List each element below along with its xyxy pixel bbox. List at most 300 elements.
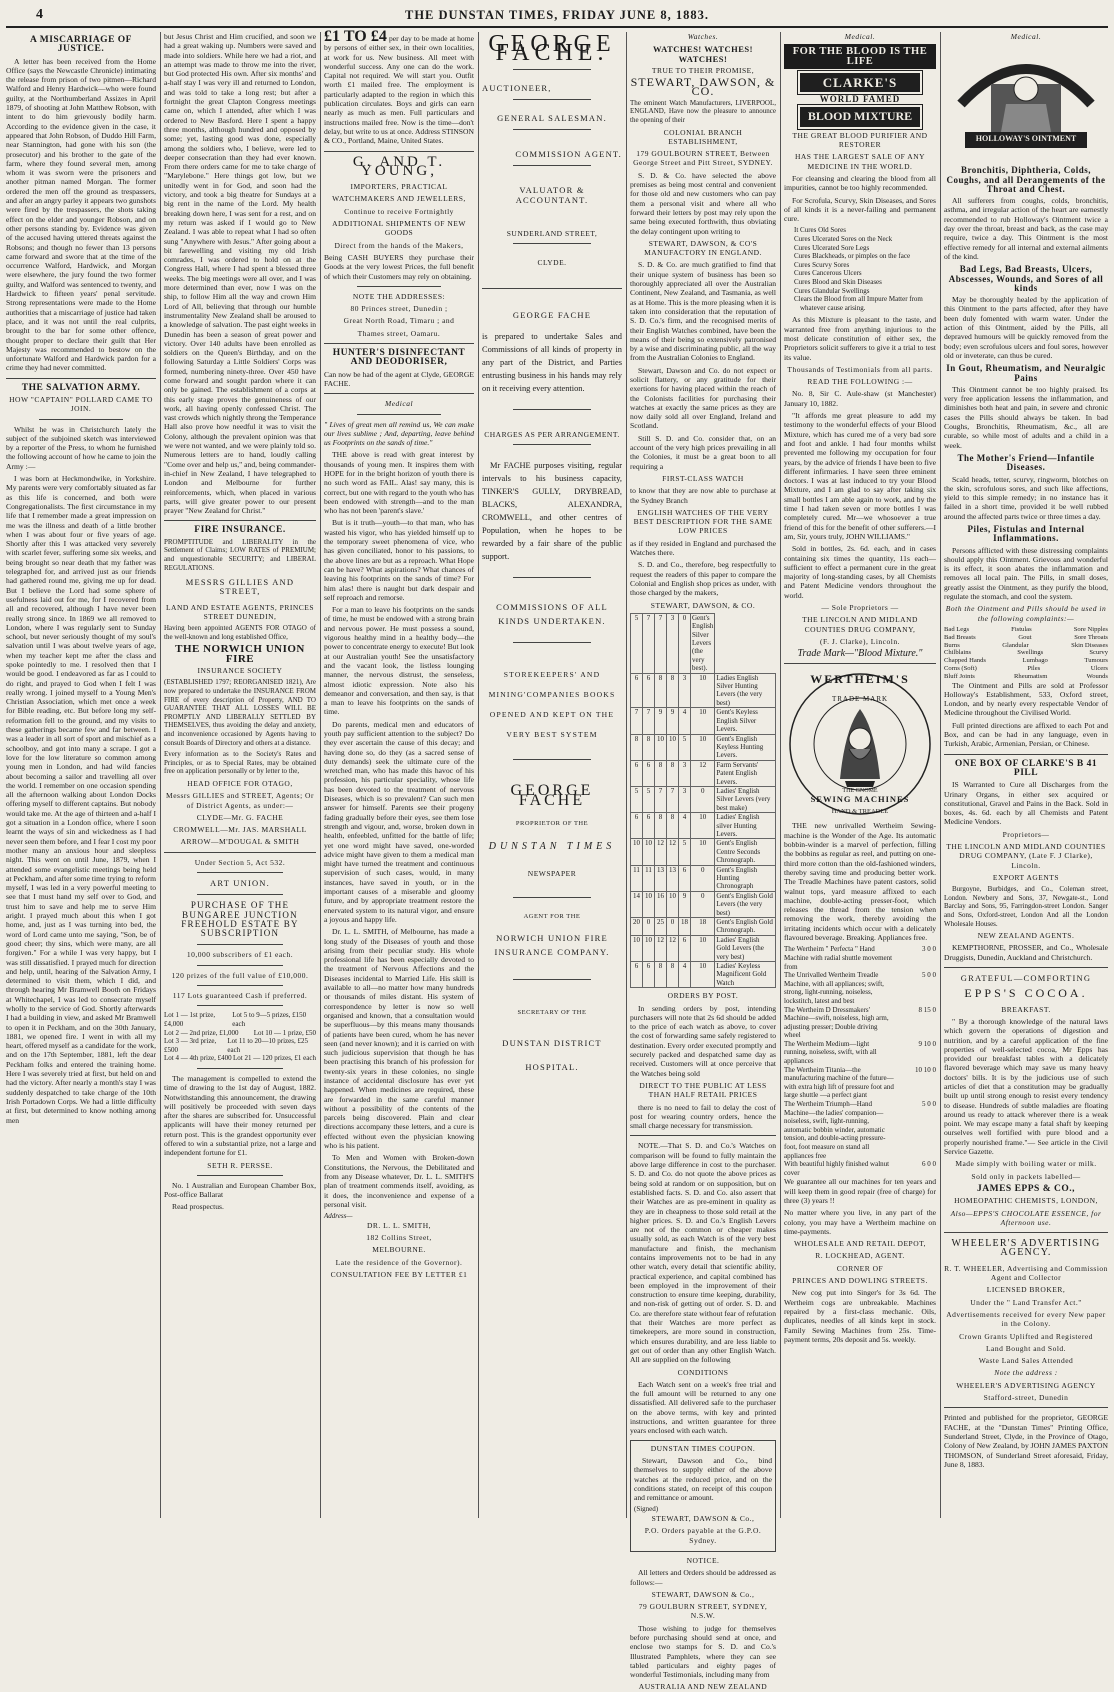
watches-header: Watches.: [687, 32, 719, 41]
lots: 117 Lots guaranteed Cash if preferred.: [172, 991, 308, 1001]
agent-clyde: CLYDE—Mr. G. FACHE: [196, 812, 284, 822]
role-commission: COMMISSION AGENT.: [515, 149, 622, 160]
table-row: [631, 708, 776, 734]
table-cell: 8: [655, 760, 667, 786]
table-cell: 4: [679, 962, 691, 988]
breakfast: BREAKFAST.: [1001, 1004, 1051, 1014]
pill-text: IS Warranted to Cure all Discharges from the Urinary Organs, in either sex acquired or constitutional, Gravel and Pains in the Back. Sold in boxes, 4s. 6d. each by all Chemists and Patent Medicine Vendors.: [944, 780, 1108, 827]
list-item: Cures Cancerous Ulcers: [794, 269, 862, 278]
young-addr3: Thames street, Oamaru.: [357, 328, 441, 338]
divider: [197, 1005, 282, 1006]
fache-name-3: GEORGE FACHE: [510, 782, 594, 809]
divider: [164, 520, 316, 521]
divider: [324, 343, 474, 344]
divider: [324, 151, 474, 152]
smith-text-6: To Men and Women with Broken-down Constitutions, the Nervous, the Debilitated and from any Disease whatever, Dr. L. L. SMITH'S plan of treatment commends itself, avoiding, as it does, the inconvenience and expense of a personal visit.: [324, 1153, 474, 1209]
wertheim-machines: SEWING MACHINES: [810, 794, 910, 805]
smith-text-2: But is it truth—youth—to that man, who has wasted his vigor, who has yielded himself up to the temporary sweet phenomena of vice, who has given conciliated, honor to his passions, to the above lines are but as a reproach. What Hope can be have? What aspirations? What chances of leaving his footprints on the sands of time? For him alas! there is naught but dark despair and self reproach and remorse.: [324, 518, 474, 602]
note-address: Note the address :: [994, 1368, 1058, 1378]
table-cell: 12: [655, 935, 667, 961]
divider: [39, 419, 123, 420]
divider: [513, 759, 591, 760]
motto: TRUE TO THEIR PROMISE,: [651, 65, 755, 75]
table-cell: 10: [691, 673, 715, 708]
prize-row: Lot 3 — 3rd prize, £500 Lot 11 to 20—10 prizes, £25 each: [164, 1037, 308, 1054]
norwich-agency: NORWICH UNION FIRE INSURANCE COMPANY.: [494, 933, 610, 958]
table-cell-description: Ladies' Keyless Magnificent Gold Watch: [715, 962, 776, 988]
table-row: Bad Legs Fistulas Sore Nipples: [944, 625, 1108, 633]
brand-blood-mixture: BLOOD MIXTURE: [800, 107, 920, 126]
made: Made simply with boiling water or milk.: [955, 1159, 1097, 1169]
holloway-emblem: [951, 44, 1101, 162]
table-cell: 12: [667, 839, 679, 865]
table-cell: 6: [679, 935, 691, 961]
table-cell: 10: [691, 962, 715, 988]
divider: [944, 1232, 1108, 1233]
cures-list: [794, 226, 936, 312]
money-amount: £1 TO £4: [324, 28, 387, 45]
divider: [513, 129, 591, 130]
secretary: SECRETARY OF THE: [517, 1009, 587, 1017]
article-heading-justice: A MISCARRIAGE OF JUSTICE.: [30, 35, 132, 55]
fire-firm: MESSRS GILLIES AND STREET,: [185, 577, 295, 597]
table-cell: 3: [667, 613, 679, 673]
list-item: Clears the Blood from all Impure Matter from whatever cause arising.: [794, 295, 923, 312]
norwich-text2: Every information as to the Society's Rates and Principles, or as to Special Rates, may be obtained free on application personally or by letter to the,: [164, 750, 316, 776]
list-item: Cures Ulcerated Sores on the Neck: [794, 235, 893, 244]
head-office: HEAD OFFICE FOR OTAGO,: [187, 778, 293, 788]
table-cell: 12: [691, 760, 715, 786]
watch-text-5: to know that they are now able to purchase at the Sydney Branch: [630, 486, 776, 505]
sold: Sold only in packets labelled—: [971, 1171, 1081, 1181]
table-row: Bad Breasts Gout Sore Throats: [944, 633, 1108, 641]
watches-banner: WATCHES! WATCHES! WATCHES!: [653, 44, 753, 64]
table-row: [631, 935, 776, 961]
sole-proprietors: — Sole Proprietors —: [821, 603, 899, 612]
table-cell: 10: [667, 891, 679, 917]
article-subheading: HOW "CAPTAIN" POLLARD CAME TO JOIN.: [9, 394, 153, 414]
table-cell: 5: [679, 734, 691, 760]
management-text: The management is compelled to extend the time of drawing to the 1st day of August, 1882. Notwithstanding this announcement, the drawing will positively be proceeded with seven days after the shares are subscribed for. Unsuccessful applicants will have their money returned per return post. This is the grandest opportunity ever offered to win a substantial prize, not a large and independent fortune for £1.: [164, 1073, 316, 1158]
holloway-crest-icon: [951, 44, 1101, 162]
watch-text-10: NOTE.—That S. D. and Co.'s Watches on comparison will be found to fully maintain the above large difference in cost to the purchaser. S. D. and Co. do not quote the above prices as being sold at random or on supposition, but on established facts. S. D. and Co. also assert that their Watches are as pre-eminent in quality as they are in cheapness to those sold retail at the higher prices. S. D. and Co.'s English Levers are not of the common or cheaper makes usually sold, as each Watch is of the very best manufacture and finish, the mechanism contains improvements not to be had in any other watch, every detail that scientific ability, practical experience, and capital combined has been employed in the improvement of their construction to ensure time keeping, durability, and non-risk of getting out of order. S. D. and Co. are therefore state without fear of refutation that their Watches are more perfect as timekeepers, are more sound in construction, which ensures durability, and are less liable to get out of order than any other English Watch. All are supplied on the following: [630, 1141, 776, 1365]
young-sub: IMPORTERS, PRACTICAL: [350, 182, 448, 192]
list-item: The Wertheim Titania—the manufacturing machine of the future—with extra high lift of pressure foot and large shuttle —a perfect giant 10 10 0: [784, 1065, 936, 1100]
prospectus: Read prospectus.: [172, 1202, 224, 1212]
divider: [513, 99, 591, 100]
dr-note: Late the residence of the Governor).: [335, 1257, 463, 1267]
prize-row: Lot 2 — 2nd prize, £1,000 Lot 10 — 1 prize, £50: [164, 1028, 316, 1037]
blood-title: THE GREAT BLOOD PURIFIER AND RESTORER: [792, 130, 928, 150]
grateful: GRATEFUL—COMFORTING: [960, 973, 1092, 984]
land: Land Bought and Sold.: [985, 1343, 1067, 1353]
charges: CHARGES AS PER ARRANGEMENT.: [484, 429, 620, 439]
table-cell: 13: [655, 865, 667, 891]
table-row: [631, 865, 776, 891]
watch-text-2: S. D. & Co. are much gratified to find that their unique system of business has been so thoroughly appreciated all over the Australian Continent, New Zealand, and Tasmania, as well as at Home. This is the more pleasing when it is taken into consideration that the reputation of S. D. Co.'s firm, and the recognised merits of their English Watches combined, have been the means of their being so extensively patronised by a wise and discriminating public, all the way from the Australian Colonies to England.: [630, 260, 776, 363]
table-cell: 8: [643, 734, 655, 760]
watch-text-9: there is no need to fail to delay the cost of post for wearing country orders, hence the small charge necessary for transmission.: [630, 1102, 776, 1131]
both-heading: Both the Ointment and Pills should be used in the following complaints:—: [945, 604, 1107, 623]
divider: [357, 286, 441, 287]
coupon-note: P.O. Orders payable at the G.P.O. Sydney.: [644, 1526, 762, 1545]
medical-header: Medical: [384, 399, 414, 409]
agent-for: AGENT FOR THE: [523, 912, 581, 920]
masthead: [6, 6, 1108, 28]
table-row: Corns (Soft) Piles Ulcers: [944, 664, 1108, 672]
fache-name-large: GEORGE FACHE.: [488, 31, 616, 67]
divider: [513, 642, 591, 643]
table-cell: 8: [667, 673, 679, 708]
fire-agents: Having been appointed AGENTS FOR OTAGO of the well-known and long established Office,: [164, 624, 316, 641]
table-cell: 6: [679, 865, 691, 891]
epps-text: " By a thorough knowledge of the natural laws which govern the operations of digestion and nutrition, and by a careful application of the fine properties of well-selected cocoa, Mr Epps has provided our breakfast tables with a delicately flavored beverage which may save us many heavy doctors' bills. It is by the judicious use of such articles of diet that a constitution may be gradually built up until strong enough to resist every tendency to disease. Hundreds of subtle maladies are floating around us ready to attack wherever there is a weak point. We may escape many a fatal shaft by keeping ourselves well fortified with pure blood and a properly nourished frame."— See article in the Civil Service Gazette.: [944, 1016, 1108, 1157]
table-cell: 7: [667, 786, 679, 812]
divider: [513, 243, 591, 244]
table-cell-description: Ladies' English Gold Levers (the very best): [715, 935, 776, 961]
young-trade: WATCHMAKERS AND JEWELLERS,: [332, 194, 466, 204]
young-text: Being CASH BUYERS they purchase their Goods at the very lowest Prices, the full benefit of which their Customers may rely on obtaining.: [324, 252, 474, 281]
address-label: Address—: [324, 1212, 353, 1221]
stewart-firm: STEWART, DAWSON, & CO.: [630, 75, 776, 99]
smith-text-4: Do parents, medical men and educators of youth pay sufficient attention to the subject? Do they ever ascertain the cause of this decay; and having done so, do they (as a sacred sense of duty demands) seek the ultimate cure of the wretched man, who has made this havoc of his profession, his particular speciality, whose life has been devoted to the treatment of nervous Diseases, which is so prevalent? Can such men answer for himself. Parents see their progeny fading gradually before their eyes, see them lose strength and vigour, and, worse, broken down in health, enfeebled, unfitted for the battle of life; yet one word might have saved, one-worded advice might have given to them a medical man might have turned the treatment and continuous supervision of such cases, would, in many instances, have saved in youth, or in the important causes of a miserable and gloomy future, and by appropriate treatment restore the enervated system to its natural vigor, and ensure a joyous and happy life.: [324, 719, 474, 924]
watch-text-3: Stewart, Dawson and Co. do not expect or solicit flattery, or any gratitude for their exertions for having placed within the reach of the Colonists facilities for purchasing their watches at exactly the same prices as they are now daily sold all over England, Ireland and Scotland.: [630, 365, 776, 431]
table-cell: 18: [691, 918, 715, 936]
epps-cocoa: EPPS'S COCOA.: [964, 986, 1088, 1001]
table-cell-description: Farm Servants' Patent English Levers.: [715, 760, 776, 786]
list-item: The Wertheim " Perfecta " Hand Machine with radial shuttle movement from 3 0 0: [784, 945, 936, 971]
divider: [197, 872, 282, 873]
epps-also: Also—EPPS'S CHOCOLATE ESSENCE, for Afternoon use.: [950, 1208, 1102, 1227]
table-row: [631, 760, 776, 786]
table-cell: 6: [631, 962, 643, 988]
licensed: LICENSED BROKER,: [986, 1285, 1066, 1295]
table-row: [631, 891, 776, 917]
conditions: CONDITIONS: [677, 1367, 729, 1377]
fire-firm-sub: LAND AND ESTATE AGENTS, PRINCES STREET DUNEDIN,: [165, 602, 315, 621]
holloway-text-2: May be thoroughly healed by the application of this Ointment to the parts affected, after they have been duly fomented with warm water. Under the action of this Ointment, aided by the Pills, all depraved humours will be quickly removed from the body; even scrofulous ulcers and foul sores, however old or inveterate, can thus be cured.: [944, 295, 1108, 360]
nz-text: KEMPTHORNE, PROSSER, and Co., Wholesale Druggists, Dunedin, Auckland and Christchurch.: [944, 943, 1108, 962]
agent-cromwell: CROMWELL—Mr. JAS. MARSHALL: [173, 825, 307, 835]
blood-title-2: HAS THE LARGEST SALE OF ANY MEDICINE IN THE WORLD.: [794, 152, 926, 171]
hunter-title: HUNTER'S DISINFECTANT AND DEODORISER,: [332, 348, 466, 368]
guarantee: We guarantee all our machines for ten years and will keep them in good repair (free of charge) for three (3) years !!: [784, 1177, 936, 1205]
table-cell: 9: [655, 708, 667, 734]
table-cell: 3: [679, 760, 691, 786]
complaints-table: [944, 626, 1108, 681]
table-cell: 5: [631, 786, 643, 812]
article-heading-salvation: THE SALVATION ARMY.: [21, 382, 141, 393]
article-salvation-text: I was born at Heckmondwike, in Yorkshire. My parents were very comfortably situated as far as this life is concerned, and both were Congregationalists. The first circumstance in my life that I remember made a great impression on me was the illness and death of a little brother when I was about four or five years of age. Shortly after this I was attacked very severely with scarlet fever, suffering some six weeks, and being brought so near death that my father was telegraphed for, and arrived just as our friends had gathered round me, giving me up for dead. But I believe the Lord had some sphere of usefulness laid out for me, for I recovered from all and recovered, although I have never been really strong since. In 1869 we all removed to London, where I was regularly sent to Sunday school, but never seriously thought of my soul's salvation until I was about twelve years of age, when my teacher kept me after the class and spoke pointedly to me. I resolved then that I would be good. I endeavored as far as I could to do right, and prayed to God when I felt I was really wrong. I joined myself to a Young Men's Christian Association, which met once a week for Bible reading, etc. But before long my self-reformation fell to the ground, and my visits to these gatherings became few and far between. I was a leader in all sort of sport and mischief as a schoolboy, and got into many a scrape. I got a love for the low literature so common among young men in London, and had wild fancies about becoming a sailor and travelling all over the world. I remember on one occasion spending all the afternoon walking about London Docks offering myself to different captains. But nobody would take me. At the age of thirteen and a-half I got a situation in a London office, where I soon learnt the ways of sin and wickedness as I had never seen them before, and I fear I cost my poor mother many an anxious hour and sleepless night. This went on until June, 1879, when I attended some evangelistic meetings being held at Peckham, and after some time trying to reform myself, I was led in a very powerful meeting to see that I must hand my self over to God, and trust him to save and help me to serve Him aright. I prayed much about this when I got home, and, just as I was turning into bed, the word of Lord came unto me saying, "Son, be of good cheer; thy sins, which were many, are all forgiven." For a while I was very happy, but I was still dissatisfied. I prayed much for direction and help, until, hearing of the Salvation Army, I determined to visit them, which I did, and through hearing Mr Bramwell Booth on Fridays at Whitechapel, I was led to consecrate myself wholly to the service of God. Shortly afterwards I had a building in view, and asked Mr Bramwell to open it in Peckham, and on the 30th January, 1881, we opened fire. I went in with all my heart, offered myself as a candidate for the work, and on the 17th September, 1881, left the dear Peckham folks and entered the training home. Here I was severely tried at first, but held on and had the victory. After nearly a month's stay I was suddenly despatched to take charge of the 10th Irish Portadown Corps. We had a little difficulty at first, but determined to know nothing among men: [6, 474, 156, 1125]
commissions: COMMISSIONS OF ALL KINDS UNDERTAKEN.: [496, 602, 608, 627]
machine-list: [784, 945, 936, 1177]
prize-row: Lot 1 — 1st prize, £4,000 Lot 5 to 9—5 prizes, £150 each: [164, 1011, 307, 1028]
company: THE LINCOLN AND MIDLAND COUNTIES DRUG COMPANY,: [802, 615, 918, 634]
table-row: Chapped Hands Lumbago Tumours: [944, 657, 1108, 665]
wheeler-heading: WHEELER'S ADVERTISING AGENCY.: [951, 1238, 1101, 1259]
young-ship: ADDITIONAL SHIPMENTS OF NEW GOODS: [332, 219, 466, 238]
young-direct: Direct from the hands of the Makers,: [334, 240, 464, 250]
table-cell: 7: [631, 708, 643, 734]
list-item: Cures Blackheads, or pimples on the face: [794, 252, 911, 261]
table-cell-description: Ladies' English Silver Levers (very best make): [715, 786, 776, 812]
table-head: STEWART, DAWSON, & CO.: [650, 600, 756, 610]
divider: [197, 944, 282, 945]
column-rule: [160, 32, 161, 1518]
holloway-heading-1: Bronchitis, Diphtheria, Colds, Coughs, and all Derangements of the Throat and Chest.: [946, 165, 1106, 194]
table-cell: 11: [631, 865, 643, 891]
divider: [513, 979, 591, 980]
table-cell: 20: [631, 918, 643, 936]
dr-city: MELBOURNE.: [372, 1245, 426, 1255]
smith-text-3: For a man to leave his footprints on the sands of time, he must be endowed with a strong brain and nervous power. He must possess a sound, vigorous healthy mind in a healthy body—the power to concentrate energy to execute! But look at our Australian youth! See the unsatisfactory and the vacant look, the listless lounging manner, the nervous distrust, the senseless, almost idiotic expression. Note also his demeanor and conversation, and then say, is that a man to leave his footprints on the sands of time.: [324, 605, 474, 717]
list-item: The Unrivalled Wertheim Treadle Machine, with all appliances; swift, strong, light-running, noiseless, lockstitch, latest and best 5 0 0: [784, 971, 936, 1005]
wheeler-address: WHEELER'S ADVERTISING AGENCY: [956, 1380, 1096, 1390]
table-cell-description: Ladies English Silver Hunting Levers (the very best): [715, 673, 776, 708]
pill-proprietors: Proprietors—: [1002, 829, 1050, 839]
medical-header: Medical.: [1010, 32, 1042, 41]
column-rule: [780, 32, 781, 1518]
notice-heading: NOTICE.: [686, 1555, 720, 1565]
table-row: Burns Glandular Skin Diseases: [944, 641, 1108, 649]
table-cell: 10: [643, 891, 655, 917]
watch-text-4: Still S. D. and Co. consider that, on an account of the very high prices prevailing in all the Colonies, it must be a great boon to all requiring a: [630, 433, 776, 471]
article-salvation-intro: Whilst he was in Christchurch lately the subject of the subjoined sketch was interviewed by a reporter of the Press, to whom he furnished the following account of how he came to join the Army :—: [6, 424, 156, 471]
young-note: NOTE THE ADDRESSES:: [352, 291, 446, 301]
table-cell: 0: [691, 865, 715, 891]
subscribers: 10,000 subscribers of £1 each.: [186, 950, 294, 960]
divider: [784, 663, 936, 664]
fache-name-2: GEORGE FACHE: [512, 309, 592, 320]
table-cell: 12: [655, 839, 667, 865]
orders-heading: ORDERS BY POST.: [667, 991, 739, 1001]
table-cell: 10: [643, 839, 655, 865]
divider: [944, 1407, 1108, 1408]
table-cell: 5: [679, 839, 691, 865]
english-watches: ENGLISH WATCHES OF THE VERY BEST DESCRIPTION FOR THE SAME LOW PRICES: [633, 507, 773, 536]
list-item: The Wertheim Triumph—Hand Machine—the ladies' companion—noiseless, swift, light-running, automatic bobbin winder, automatic tension, and double-acting pressure-foot, foot measure on stand all appliances free 5 0 0: [784, 1100, 936, 1160]
table-cell: 9: [679, 891, 691, 917]
coupon-text: Stewart, Dawson and Co., bind themselves to supply either of the above watches at the reduced price, and on the conditions stated, on receipt of this coupon and remittance or amount.: [634, 1455, 772, 1503]
table-cell: 10: [691, 839, 715, 865]
table-cell: 0: [679, 613, 691, 673]
table-cell: 0: [691, 891, 715, 917]
table-cell: 0: [667, 918, 679, 936]
coupon-firm: STEWART, DAWSON & Co.,: [651, 1514, 755, 1524]
signer: SETH R. PERSSE.: [207, 1160, 273, 1170]
divider: [482, 288, 622, 289]
pill-title: ONE BOX OF CLARKE'S B 41 PILL: [954, 758, 1098, 778]
divider: [197, 965, 282, 966]
wheeler-name: R. T. WHEELER, Advertising and Commission Agent and Collector: [944, 1263, 1108, 1283]
corner: CORNER OF: [836, 1263, 884, 1273]
epps-company: JAMES EPPS & CO.,: [977, 1183, 1075, 1194]
table-cell: 10: [643, 935, 655, 961]
table-cell: 10: [667, 734, 679, 760]
company-sub: (F. J. Clarke), Lincoln.: [820, 636, 900, 646]
blood-text-3: As this Mixture is pleasant to the taste, and warranted free from anything injurious to the most delicate constitution of either sex, the Proprietors solicit sufferers to give it a trial to test its value.: [784, 315, 936, 362]
table-cell: 7: [655, 613, 667, 673]
role-salesman: GENERAL SALESMAN.: [497, 112, 607, 123]
column-1: [6, 32, 156, 1518]
ads: Advertisements received for every New paper in the Colony.: [946, 1309, 1106, 1329]
young-addr1: 80 Princes street, Dunedin ;: [350, 304, 448, 314]
export-text: Burgoyne, Burbidges, and Co., Coleman street, London. Newbery and Sons, 37, Newgate-st., Lond Barclay and Sons, 95, Farringdon-street London. Sanger and Sons, Oxford-street, London And all the London Wholesale Houses.: [944, 885, 1108, 928]
table-cell: 12: [667, 935, 679, 961]
brand-clarkes: CLARKE'S: [800, 73, 920, 92]
table-cell: 14: [631, 891, 643, 917]
table-cell: 3: [679, 786, 691, 812]
prize-table: [164, 1011, 316, 1063]
column-4: [482, 32, 622, 1518]
blood-text-1: For cleansing and clearing the blood from all impurities, cannot be too highly recommended.: [784, 173, 936, 193]
firstclass: FIRST-CLASS WATCH: [662, 473, 744, 483]
divider: [944, 967, 1108, 968]
table-cell: 6: [631, 673, 643, 708]
article-salvation-continued: but Jesus Christ and Him crucified, and soon we had a great waking up. Numbers were saved and made into soldiers. While here we had a riot, and an attempt was made to throw me into the river, but God protected His own. After six months' and a-half stay I was very ill and returned to London, and was told to take a long rest; but after a fortnight the great Clapton Congress meetings came on, which I attended, after which I was ordered to New Basford. Here I spent a happy three months, although hundred and opposed by some; yet, lasting good was done, especially among the soldiers who, I believe, were led to deeper consecration than they had ever known. From there orders came for me to take charge of "Marylebone." Here things got low, but we unitedly went in for God, and soon had the victory, and took a big theatre for Sundays at a big rent in the name of the Lord. My health breaking down here, I was sent for a rest, and on my return was asked if I would go to New Zealand. I was able to repeat what I had so often sung "Anywhere with Jesus." After going about a bit farewelling and visiting my old Irish comrades, I was ordered to hold on at the Congress Hall, where I had spent a blessed three weeks. The big meetings were all over, and I was more determined than ever, now I was on the ship, to follow Him all the way and crown Him Lord of All, believing that through our humble instrumentality New Zealand shall be aroused to a knowledge of salvation. The past eight weeks in Dunedin has been a season of great power and victory. Over 140 adults have been enrolled as soldiers on the Queen's Birthday, and on the following Saturday a Little Soldiers' Corps was formed, numbering ninety-three. Over 450 have come forward and sought pardon where it can only be gained. The establishment of a corps at this early stage proves the genuineness of our work, all having openly confessed Christ. The vast crowds which nightly throng the Temperance Hall also prove how needful it was to visit the Colony, although the prevalent opinion was that we were not wanted, and we were plainly told so. Numerous letters are to hand, loudly calling "Come over and help us," and, being commander-in-chief in New Zealand, I have telegraphed to London and Melbourne for further reinforcements, which, when placed in various parts, will give greater power to our present prayer "New Zealand for Christ.": [164, 32, 316, 516]
agent-arrow: ARROW—M'DOUGAL & SMITH: [180, 837, 300, 847]
table-row: [631, 839, 776, 865]
table-cell: 4: [679, 813, 691, 839]
notice-text: All letters and Orders should be addressed as follows:—: [630, 1568, 776, 1587]
colonial-address: 179 GOULBOURN STREET, Between George Street and Pitt Street, SYDNEY.: [633, 149, 773, 168]
divider: [357, 414, 441, 415]
table-cell: 8: [667, 813, 679, 839]
table-cell: 10: [655, 734, 667, 760]
hunter-text: Can now be had of the agent at Clyde, GEORGE FACHE.: [324, 369, 474, 388]
lockhead: R. LOCKHEAD, AGENT.: [815, 1251, 905, 1261]
table-cell: 3: [679, 673, 691, 708]
fache-town: CLYDE.: [537, 258, 567, 268]
watch-footer: AUSTRALIA AND NEW ZEALAND: [638, 1682, 768, 1692]
direct-heading: DIRECT TO THE PUBLIC AT LESS THAN HALF RETAIL PRICES: [639, 1080, 767, 1100]
divider: [197, 894, 282, 895]
prizes: 120 prizes of the full value of £10,000.: [171, 970, 309, 980]
divider: [197, 985, 282, 986]
wertheim-name: WERTHEIM'S: [810, 672, 910, 687]
divider: [630, 1135, 776, 1136]
table-cell: 10: [691, 935, 715, 961]
wholesale: WHOLESALE AND RETAIL DEPOT,: [793, 1239, 927, 1249]
holloway-heading-4: The Mother's Friend—Infantile Diseases.: [957, 452, 1095, 473]
fire-insurance-heading: FIRE INSURANCE.: [194, 525, 286, 536]
table-cell: 10: [631, 839, 643, 865]
watch-text-7: S. D. and Co., therefore, beg respectfully to request the readers of this paper to compare the Colonial and English shop prices as under, with those charged by the makers,: [630, 560, 776, 598]
table-cell: 8: [655, 962, 667, 988]
table-cell: 13: [667, 865, 679, 891]
page-number: 4: [36, 7, 43, 22]
art-union-heading: ART UNION.: [210, 877, 270, 888]
table-row: [631, 918, 776, 936]
ointment-label: HOLLOWAY'S OINTMENT: [975, 134, 1077, 144]
table-cell: 6: [643, 760, 655, 786]
divider: [513, 409, 591, 410]
nomatter: No matter where you live, in any part of the colony, you may have a Wertheim machine on time-payments.: [784, 1208, 936, 1236]
table-cell: 7: [643, 708, 655, 734]
head-office-addr: Messrs GILLIES and STREET, Agents; Or of District Agents, as under:—: [166, 791, 314, 810]
watch-price-table: [630, 613, 776, 988]
divider: [6, 378, 156, 379]
divider: [197, 1175, 282, 1176]
export-agents: EXPORT AGENTS: [992, 872, 1060, 882]
table-cell-description: Gent's English Keyless Hunting Levers.: [715, 734, 776, 760]
purchase-heading: PURCHASE OF THE BUNGAREE JUNCTION FREEHOLD ESTATE BY SUBSCRIPTION: [181, 900, 299, 939]
nz-agents: NEW ZEALAND AGENTS.: [977, 931, 1075, 941]
column-rule: [478, 32, 479, 1518]
column-rule: [320, 32, 321, 1518]
poem: " Lives of great men all remind us, We can make our lives sublime ; And, departing, leave behind us Footprints on the sands of time.": [324, 419, 474, 448]
table-cell: 8: [655, 673, 667, 708]
young-title: G. AND T. YOUNG,: [352, 153, 446, 179]
smith-text-1: THE above is read with great interest by thousands of young men. It inspires them with HOPE for in the bright horizon of youth there is no such word as FAIL. Alas! say many, this is correct, but one with regard to the youth who has been endowed with strength—and to the man who has not been 'parent's slave.': [324, 450, 474, 516]
fache-street: SUNDERLAND STREET,: [506, 229, 598, 239]
princes: PRINCES AND DOWLING STREETS.: [792, 1276, 928, 1286]
watch-text-8: In sending orders by post, intending purchasers will note that 2s 6d should be added to the price of each watch as above, to cover the cost of forwarding same safely registered to destination. Every order executed promptly and securely packed and despatched same day as received. Customers will at once perceive that the Watches being sold: [630, 1003, 776, 1078]
list-item: Cures Ulcerated Sore Legs: [794, 243, 870, 252]
crown: Crown Grants Uplifted and Registered: [959, 1331, 1093, 1341]
column-5: [630, 32, 776, 1692]
divider: [513, 577, 591, 578]
table-row: [631, 786, 776, 812]
coupon-signed: (Signed): [634, 1505, 659, 1514]
article-justice-text: A letter has been received from the Home Office (says the Newcastle Chronicle) intimating the release from prison of two pitmen—Richard Walford and Henry Hardwick—who were found guilty, at the Northumberland Assizes in April 1879, of shooting at John Matthew Robson, with intent to do him grievously bodily harm. According to the evidence given in the case, it appeared that John Robson, of Duddo Hill Farm, near Stannington, had gone with his son (the prosecutor) and his brother to the gate of the farm, where they found several men, among whom it was sworn were the prisoners and another pitman named Morgan. The former ordered the men off the ground as trespassers, and after an angry parley it appears two gunshots were fired by the trespassers, the shots taking effect on the elder and younger Robson, and on other persons standing by. Evidence was given of the accused having uttered threats against the Robsons; and though no fewer than 13 persons came forward and swore that at the time of the occurrence Walford, Hardwick, and Morgan were elsewhere, the jury found the two former guilty, and Walford was sentenced to twenty, and Hardwick to fifteen years' penal servitude. Strong representations were made to the Home authorities that a miscarriage of justice had taken place, and it was not until the real culprits, brought to the bar for some other offence, thought proper to declare their guilt that Her Majesty was recommended to bestow on the unfortunate Walford and Hardwick pardon for a crime they had never committed.: [6, 56, 156, 373]
stafford: Stafford-street, Dunedin: [983, 1393, 1069, 1403]
divider: [513, 444, 591, 445]
table-cell: 9: [667, 708, 679, 734]
section-note: Under Section 5, Act 532.: [194, 857, 286, 867]
holloway-heading-2: Bad Legs, Bad Breasts, Ulcers, Abscesses, Wounds, and Sores of all kinds: [948, 264, 1104, 293]
wertheim-text: THE new unrivalled Wertheim Sewing-machine is the Wonder of the Age. Its automatic bobbin-winder is a marvel of perfection, filling the bobbins as regular as reel, and putting on one-third more cotton than the old-fashioned winders, thereby saving time and producing better work. The Treadle Machines have patent castors, solid walnut tops, yard measure affixed to each machine, double-acting presser-foot, which releases the thread from the tension when removing the work, thereby avoiding the irritating incidents which occur with a delicately flavoured beverage. Breaking. Appliances free.: [784, 821, 936, 943]
column-2: [164, 32, 316, 1518]
table-cell: 10: [631, 935, 643, 961]
table-row: [631, 673, 776, 708]
table-cell: 7: [643, 613, 655, 673]
table-cell: 0: [691, 786, 715, 812]
table-cell: 5: [631, 613, 643, 673]
table-row: Chilblains Swellings Scurvy: [944, 649, 1108, 657]
column-6: [784, 32, 936, 1518]
divider: [513, 897, 591, 898]
smith-text-5: Dr. L. L. SMITH, of Melbourne, has made a long study of the Diseases of youth and those arising from their peculiar study. His whole professional life has been especially devoted to the treatment of Nervous Affections and the Diseases incidental to Married Life. His skill is available to all—no matter how many hundreds or thousands of miles distant. His system of correspondence by letter is now so well organised and known, that a consultation would be superfluous—by this means many thousands of patients have been cured, whom he has never seen (and never known); and it is carried on with such judicious supervision that though he has been practising this branch of his profession for twenty-six years in these colonies, no single instance of accidental disclosure has ever yet happened. When medicines are required, these are forwarded in the same careful manner without a possibility of the contents of the parcels being discovered. Plain and clear directions accompany these letters, and a cure is effected without even the physician knowing who is his patient.: [324, 927, 474, 1151]
table-cell: 10: [691, 813, 715, 839]
trademark: Trade Mark—"Blood Mixture.": [797, 648, 923, 660]
wertheim-trademark: TRADE MARK: [831, 695, 889, 704]
list-item: The Wertheim D Dressmakers' Machine—swift, noiseless, high arm, adjusting presser; Double driving wheel 8 15 0: [784, 1005, 936, 1040]
factory: STEWART, DAWSON, & CO'S MANUFACTORY IN ENGLAND.: [644, 238, 762, 258]
table-cell: 4: [679, 708, 691, 734]
table-cell: 6: [643, 962, 655, 988]
holloway-text-6: The Ointment and Pills are sold at Professor Holloway's Establishment, 533, Oxford street, London, and by nearly every respectable Vendor of Medicine throughout the Civilised World.: [944, 680, 1108, 718]
holloway-text-5: Persons afflicted with these distressing complaints should apply this Ointment. Grievous and wonderful is its effect, it soon abates the inflammation and removes all local pain. The Pills, in small doses, greatly assist the Ointment, as they purify the blood, regulate the stomach, and cool the system.: [944, 545, 1108, 602]
table-cell-description: Gent's English Gold Levers (the very best): [715, 891, 776, 917]
table-cell-description: Gent's English Centre Seconds Chronograph.: [715, 839, 776, 865]
wertheim-text-9: New cog put into Singer's for 3s 6d. The Wertheim cogs are unbreakable. Machines repaired by a first-class mechanic. Oils, duplicates, needles of all kinds kept in stock. Family Sewing Machines from 25s. Time-payment terms, 20s deposit and 5s. weekly.: [784, 1288, 936, 1344]
table-cell: 25: [655, 918, 667, 936]
divider: [197, 1068, 282, 1069]
watch-text-6: as if they resided in England and purchased the Watches there.: [630, 538, 776, 558]
notice-address: 79 GOULBURN STREET, SYDNEY, N.S.W.: [638, 1602, 768, 1621]
table-cell-description: Ladies' English silver Hunting Levers.: [715, 813, 776, 839]
column-rule: [626, 32, 627, 1518]
under-act: Under the " Land Transfer Act.": [970, 1297, 1082, 1307]
blood-text-5: No. 8, Sir C. Aule-shaw (st Manchester) January 10, 1882.: [784, 389, 936, 408]
homeopathic: HOMEOPATHIC CHEMISTS, LONDON,: [954, 1196, 1098, 1206]
fache-text-2: Mr FACHE purposes visiting, regular intervals to his business capacity, TINKER'S GULLY, DRYBREAD, BLACKS, ALEXANDRA, CROMWELL, and other centres of Population, when he hopes to be rewarded by a fair share of the public support.: [482, 461, 622, 562]
imprint: Printed and published for the proprietor, GEORGE FACHE, at the "Dunstan Times" Printing Office, Sunderland Street, Clyde, in the Province of Otago, Colony of New Zealand, by JOHN JAMES PAXTON THOMSON, of Sunderland Street aforesaid, Friday, June 8, 1883.: [944, 1413, 1108, 1469]
table-cell: 18: [679, 918, 691, 936]
table-cell: 6: [643, 673, 655, 708]
hospital: DUNSTAN DISTRICT HOSPITAL.: [502, 1038, 602, 1073]
